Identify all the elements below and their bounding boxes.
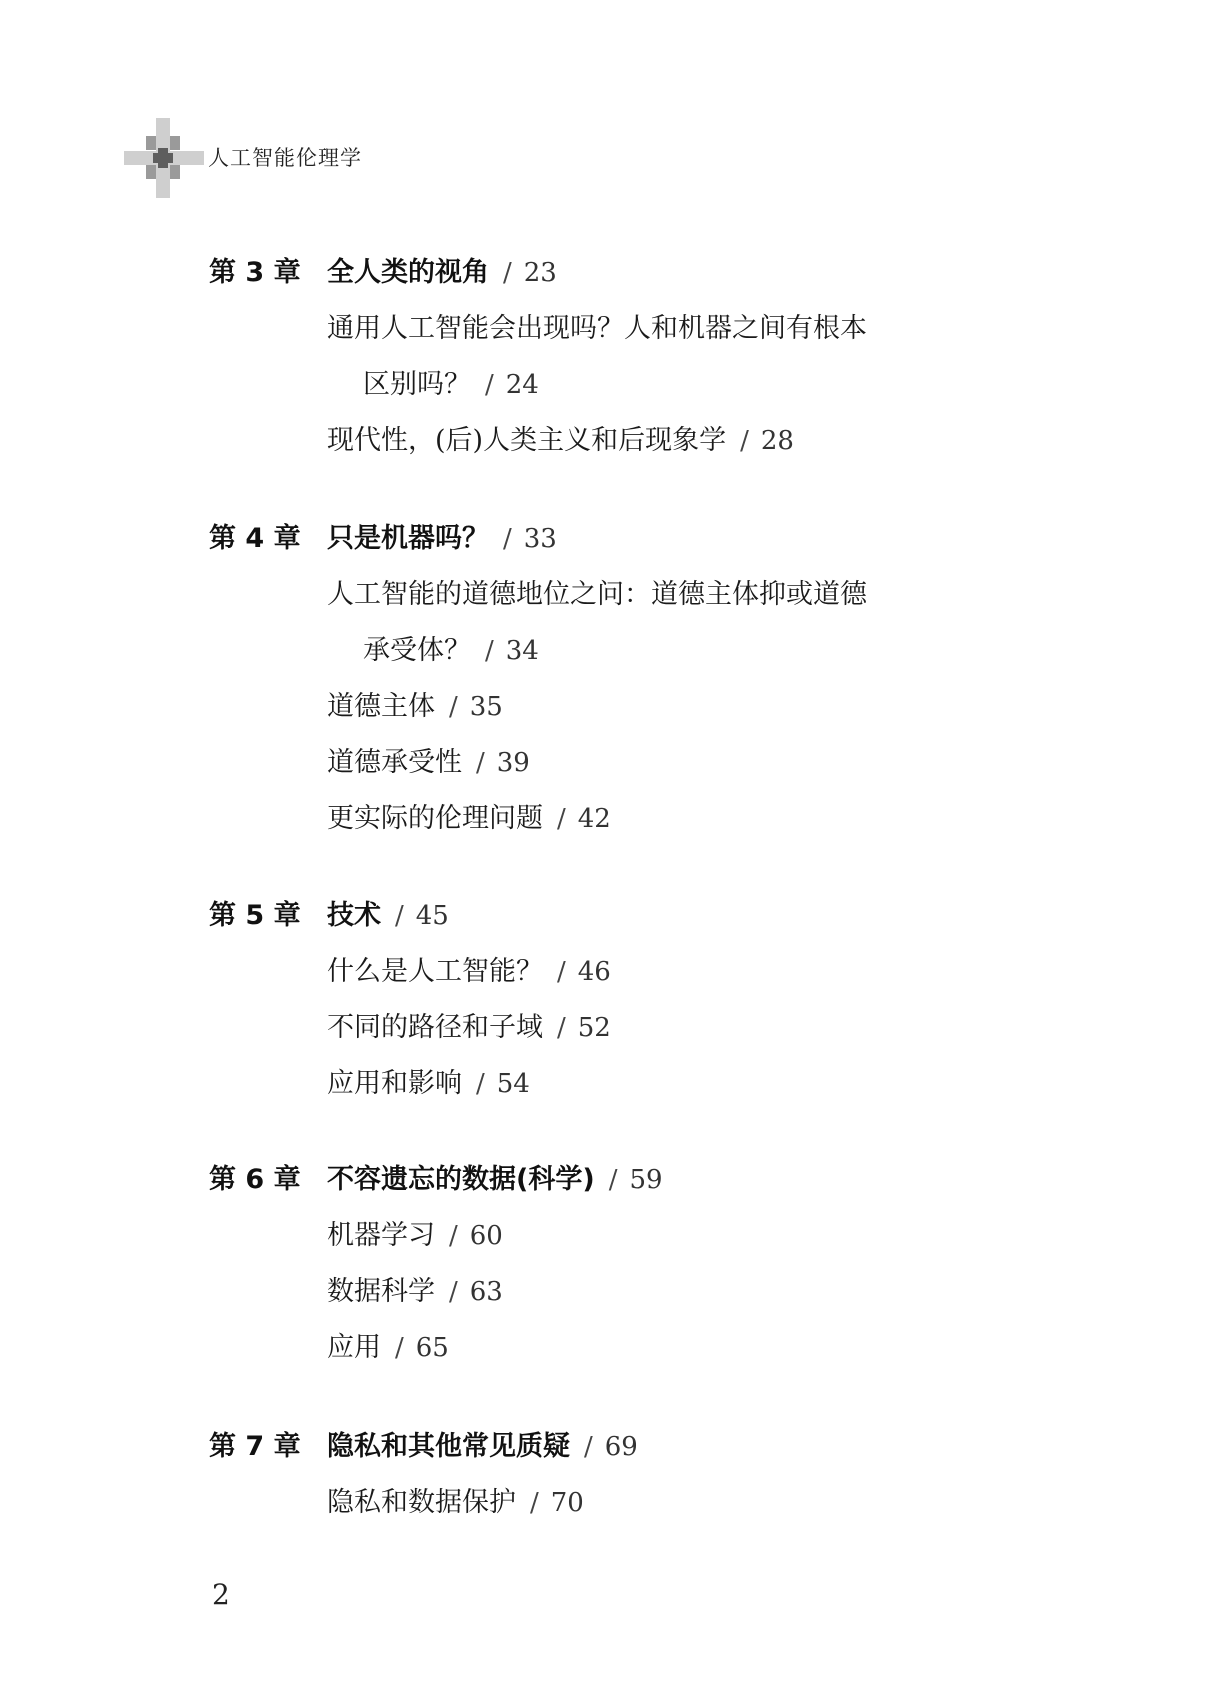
chapter-title: 隐私和其他常见质疑 [327,1431,570,1462]
toc-entry [327,572,867,611]
section-title: 应用和影响 [327,1068,462,1099]
section-title: 应用 [327,1332,381,1363]
toc-entry [327,740,530,779]
section-page-number: 70 [550,1488,584,1518]
section-title: 人工智能的道德地位之问：道德主体抑或道德 [327,579,867,610]
page-separator: / [503,524,512,554]
page-separator: / [449,1277,458,1307]
page-separator: / [395,1333,404,1363]
chapter-heading [209,1424,638,1463]
toc-entry [327,306,867,345]
section-page-number: 35 [469,692,503,722]
section-page-number: 60 [469,1221,503,1251]
section-page-number: 34 [505,636,539,666]
chapter-title: 只是机器吗？ [327,523,489,554]
chapter-heading [209,250,557,289]
section-title: 机器学习 [327,1220,435,1251]
page-separator: / [557,957,566,987]
toc-entry [327,1005,611,1044]
page-separator: / [395,901,404,931]
toc-entry [327,1325,449,1364]
chapter-number: 第 4 章 [209,523,301,554]
section-page-number: 65 [415,1333,449,1363]
section-title: 更实际的伦理问题 [327,803,543,834]
section-title: 区别吗？ [363,369,471,400]
toc-entry [327,1061,530,1100]
toc-entry [327,418,794,457]
toc-entry [327,796,611,835]
chapter-heading [209,893,449,932]
section-title: 什么是人工智能？ [327,956,543,987]
section-title: 道德承受性 [327,747,462,778]
page-separator: / [485,370,494,400]
chapter-page-number: 69 [604,1432,638,1462]
section-page-number: 42 [577,804,611,834]
page-separator: / [584,1432,593,1462]
chapter-page-number: 33 [523,524,557,554]
chapter-title: 不容遗忘的数据(科学) [327,1164,595,1195]
section-page-number: 46 [577,957,611,987]
section-page-number: 63 [469,1277,503,1307]
section-title: 通用人工智能会出现吗？人和机器之间有根本 [327,313,867,344]
section-title: 数据科学 [327,1276,435,1307]
toc-entry [327,1269,503,1308]
page-separator: / [449,1221,458,1251]
chapter-title: 技术 [327,900,381,931]
chapter-number: 第 7 章 [209,1431,301,1462]
page-separator: / [557,1013,566,1043]
chapter-page-number: 23 [523,258,557,288]
chapter-heading [209,516,557,555]
toc-entry [363,628,539,667]
section-title: 现代性，(后)人类主义和后现象学 [327,425,727,456]
page-separator: / [740,426,749,456]
chapter-number: 第 3 章 [209,257,301,288]
chapter-heading [209,1157,663,1196]
page-separator: / [476,1069,485,1099]
page-separator: / [530,1488,539,1518]
page-separator: / [449,692,458,722]
section-page-number: 24 [505,370,539,400]
toc-entry [327,949,611,988]
toc-entry [363,362,539,401]
section-page-number: 52 [577,1013,611,1043]
page-separator: / [557,804,566,834]
toc-entry [327,684,503,723]
chapter-number: 第 6 章 [209,1164,301,1195]
page-separator: / [608,1165,618,1195]
section-title: 道德主体 [327,691,435,722]
page-number: 2 [212,1578,230,1611]
chapter-number: 第 5 章 [209,900,301,931]
section-title: 隐私和数据保护 [327,1487,516,1518]
chapter-title: 全人类的视角 [327,257,489,288]
page-separator: / [476,748,485,778]
toc-entry [327,1480,584,1519]
page-separator: / [503,258,512,288]
toc-entry [327,1213,503,1252]
section-page-number: 39 [496,748,530,778]
section-title: 不同的路径和子域 [327,1012,543,1043]
chapter-page-number: 59 [629,1165,663,1195]
book-title: 人工智能伦理学 [208,146,362,170]
page-separator: / [485,636,494,666]
section-title: 承受体？ [363,635,471,666]
section-page-number: 28 [760,426,794,456]
chapter-page-number: 45 [415,901,449,931]
section-page-number: 54 [496,1069,530,1099]
